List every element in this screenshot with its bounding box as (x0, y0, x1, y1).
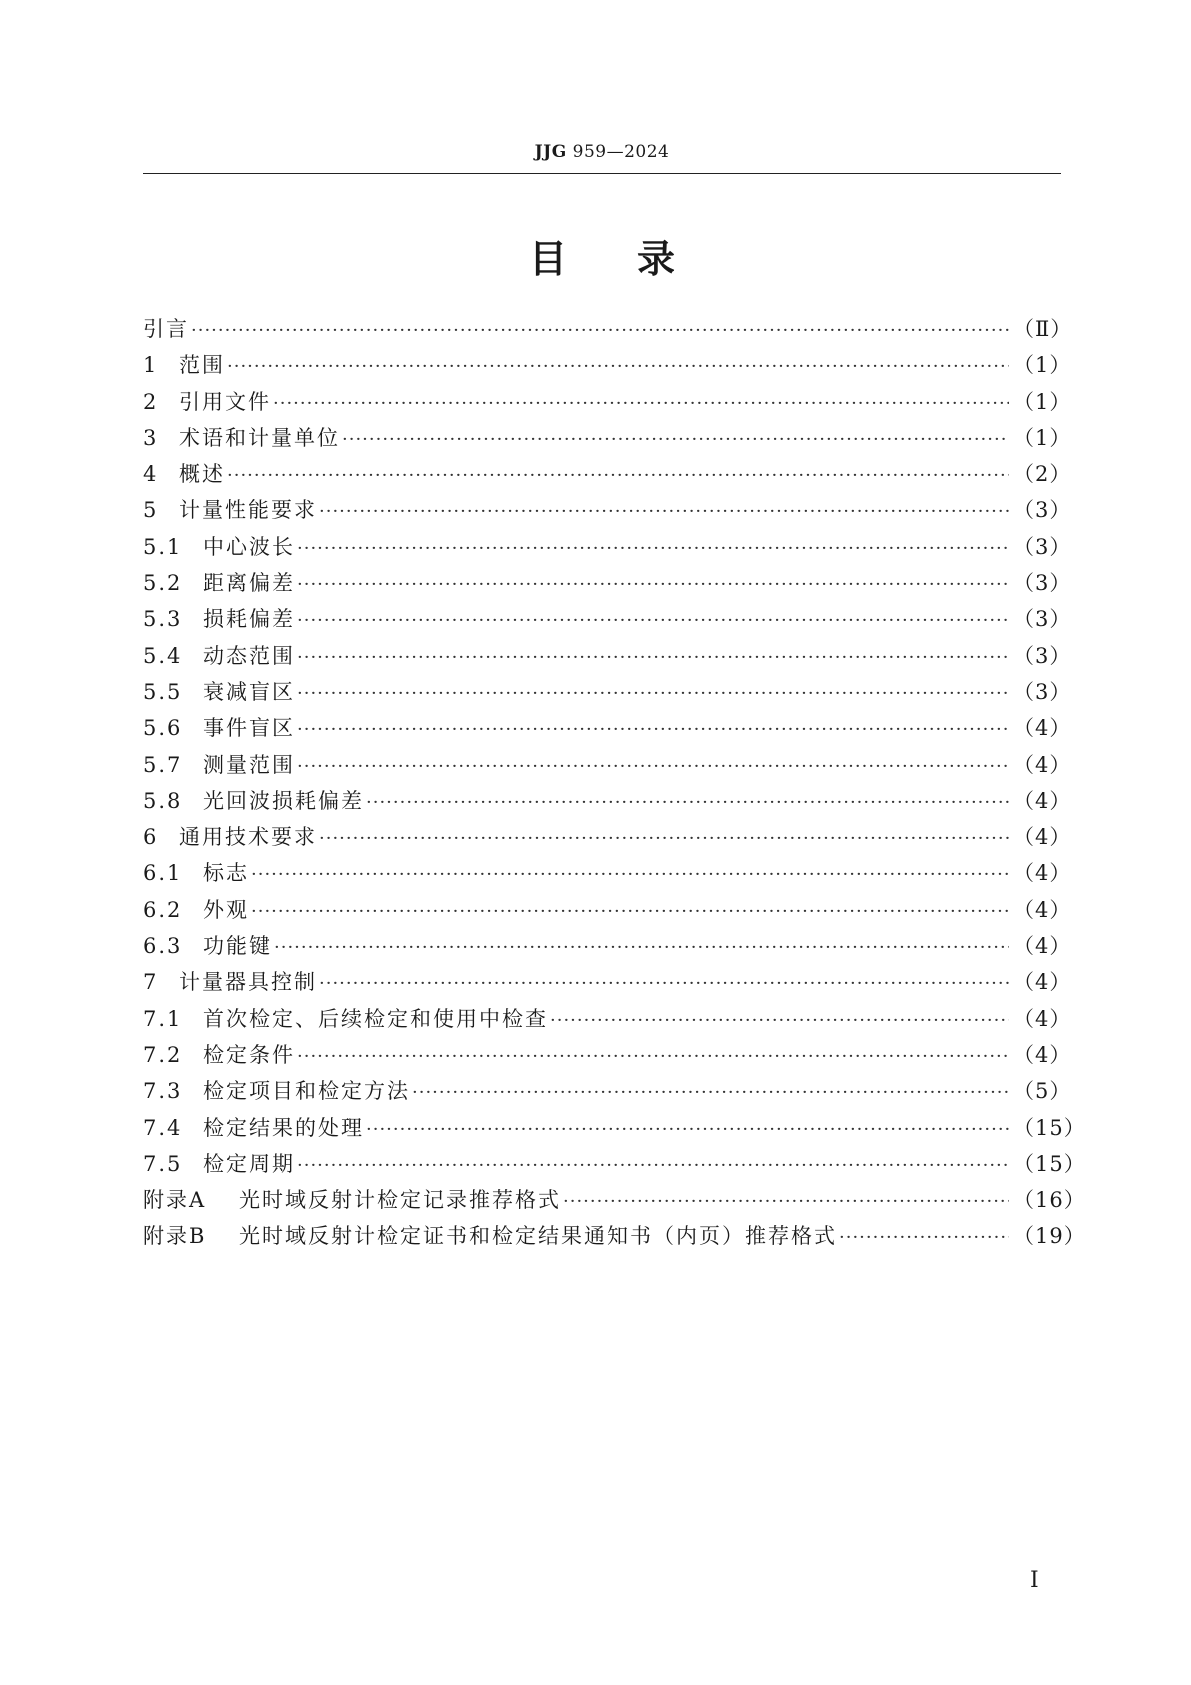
dot-leader (297, 647, 1009, 668)
toc-entry-label: 光回波损耗偏差 (203, 788, 364, 813)
toc-entry-page: （3） (1013, 679, 1072, 704)
toc-entry-label: 范围 (179, 353, 225, 378)
toc-entry-label: 动态范围 (203, 643, 295, 668)
dot-leader (274, 937, 1009, 958)
toc-entry-number: 2 (143, 389, 159, 414)
dot-leader (297, 538, 1009, 559)
dot-leader (227, 356, 1009, 377)
dot-leader (297, 574, 1009, 595)
toc-entry-7[interactable] (143, 966, 1072, 1002)
toc-entry-page: （2） (1013, 462, 1072, 487)
toc-entry-5-3[interactable] (143, 603, 1072, 639)
toc-entry-page: （19） (1013, 1224, 1086, 1249)
toc-entry-page: （3） (1013, 498, 1072, 523)
toc-entry-label: 术语和计量单位 (179, 425, 340, 450)
toc-entry-5-8[interactable] (143, 785, 1072, 821)
toc-entry-page: （4） (1013, 752, 1072, 777)
toc-entry-1[interactable] (143, 349, 1072, 385)
toc-entry-page: （3） (1013, 607, 1072, 632)
toc-entry-number: 附录B (143, 1224, 207, 1249)
toc-entry-5-4[interactable] (143, 640, 1072, 676)
toc-entry-number: 5.3 (143, 607, 183, 632)
toc-entry-number: 5.4 (143, 643, 183, 668)
toc-entry-number: 6.3 (143, 934, 183, 959)
dot-leader (297, 1046, 1009, 1067)
toc-entry-label: 中心波长 (203, 534, 295, 559)
toc-entry-label: 引言 (143, 317, 189, 341)
toc-entry-7-5[interactable] (143, 1148, 1086, 1184)
toc-entry-7-4[interactable] (143, 1112, 1086, 1148)
dot-leader (366, 1119, 1009, 1140)
toc-entry-label: 概述 (179, 462, 225, 487)
toc-entry-number: 5.8 (143, 788, 183, 813)
toc-entry-label: 检定项目和检定方法 (203, 1079, 410, 1104)
toc-entry-page: （4） (1013, 970, 1072, 995)
toc-entry-label: 计量性能要求 (179, 498, 317, 523)
standard-code-prefix: JJG (534, 142, 567, 162)
dot-leader (251, 901, 1009, 922)
toc-entry-number: 7.3 (143, 1079, 183, 1104)
toc-entry-page: （3） (1013, 571, 1072, 596)
toc-entry-label: 测量范围 (203, 752, 295, 777)
toc-entry-number: 3 (143, 425, 159, 450)
dot-leader (550, 1010, 1009, 1031)
toc-entry-number: 4 (143, 462, 159, 487)
dot-leader (366, 792, 1009, 813)
toc-entry-label: 距离偏差 (203, 571, 295, 596)
toc-entry-5-6[interactable] (143, 712, 1072, 748)
dot-leader (839, 1227, 1009, 1248)
toc-entry-page: （3） (1013, 643, 1072, 668)
dot-leader (319, 501, 1009, 522)
toc-entry-number: 5.2 (143, 571, 183, 596)
table-of-contents (143, 313, 1086, 1257)
toc-entry-number: 7.4 (143, 1115, 183, 1140)
toc-entry-label: 损耗偏差 (203, 607, 295, 632)
toc-entry-page: （15） (1013, 1115, 1086, 1140)
dot-leader (412, 1082, 1009, 1103)
toc-entry-6-1[interactable] (143, 857, 1072, 893)
toc-entry-page: （16） (1013, 1188, 1086, 1213)
toc-entry-page: （15） (1013, 1151, 1086, 1176)
toc-entry-page: （1） (1013, 389, 1072, 414)
header-rule (143, 173, 1061, 174)
toc-entry-label: 光时域反射计检定证书和检定结果通知书（内页）推荐格式 (239, 1224, 837, 1249)
toc-entry-label: 衰减盲区 (203, 679, 295, 704)
toc-entry-number: 7 (143, 970, 159, 995)
toc-entry-page: （4） (1013, 861, 1072, 886)
dot-leader (342, 429, 1009, 450)
toc-entry-number: 5.5 (143, 679, 183, 704)
running-header (143, 142, 1061, 162)
toc-entry-page: （4） (1013, 897, 1072, 922)
toc-entry-7-1[interactable] (143, 1003, 1072, 1039)
toc-entry-label: 检定结果的处理 (203, 1115, 364, 1140)
toc-entry-6-3[interactable] (143, 930, 1072, 966)
dot-leader (563, 1191, 1009, 1212)
toc-entry-number: 6.1 (143, 861, 183, 886)
page-number: I (1030, 1568, 1039, 1593)
toc-entry-page: （4） (1013, 934, 1072, 959)
toc-entry-page: （3） (1013, 534, 1072, 559)
dot-leader (273, 393, 1009, 414)
toc-entry-page: （4） (1013, 788, 1072, 813)
dot-leader (297, 719, 1009, 740)
dot-leader (297, 756, 1009, 777)
toc-entry-page: （4） (1013, 825, 1072, 850)
toc-entry-label: 计量器具控制 (179, 970, 317, 995)
toc-entry-page: （4） (1013, 716, 1072, 741)
dot-leader (319, 828, 1009, 849)
toc-entry-number: 6 (143, 825, 159, 850)
toc-entry-foreword[interactable] (143, 313, 1073, 349)
toc-entry-number: 5 (143, 498, 159, 523)
toc-entry-number: 7.5 (143, 1151, 183, 1176)
toc-title: 目录 (528, 237, 745, 281)
dot-leader (191, 320, 1009, 341)
toc-entry-label: 首次检定、后续检定和使用中检查 (203, 1006, 548, 1031)
toc-entry-6-2[interactable] (143, 894, 1072, 930)
toc-entry-7-3[interactable] (143, 1075, 1072, 1111)
toc-entry-page: （1） (1013, 425, 1072, 450)
toc-entry-number: 5.1 (143, 534, 183, 559)
toc-entry-label: 事件盲区 (203, 716, 295, 741)
toc-entry-number: 附录A (143, 1188, 207, 1213)
toc-entry-label: 检定周期 (203, 1151, 295, 1176)
toc-entry-number: 6.2 (143, 897, 183, 922)
toc-entry-2[interactable] (143, 386, 1072, 422)
toc-entry-number: 5.6 (143, 716, 183, 741)
toc-entry-number: 7.2 (143, 1042, 183, 1067)
toc-entry-label: 通用技术要求 (179, 825, 317, 850)
toc-entry-label: 外观 (203, 897, 249, 922)
toc-entry-appendix-b[interactable] (143, 1220, 1086, 1256)
toc-entry-number: 1 (143, 353, 159, 378)
toc-entry-label: 标志 (203, 861, 249, 886)
toc-entry-5-2[interactable] (143, 567, 1072, 603)
toc-entry-label: 功能键 (203, 934, 272, 959)
toc-entry-6[interactable] (143, 821, 1072, 857)
toc-entry-number: 5.7 (143, 752, 183, 777)
toc-entry-7-2[interactable] (143, 1039, 1072, 1075)
dot-leader (319, 973, 1009, 994)
toc-entry-page: （4） (1013, 1006, 1072, 1031)
toc-entry-page: （Ⅱ） (1013, 317, 1073, 341)
dot-leader (297, 1155, 1009, 1176)
toc-entry-appendix-a[interactable] (143, 1184, 1086, 1220)
toc-entry-label: 光时域反射计检定记录推荐格式 (239, 1188, 561, 1213)
toc-entry-3[interactable] (143, 422, 1072, 458)
dot-leader (297, 683, 1009, 704)
toc-entry-number: 7.1 (143, 1006, 183, 1031)
toc-entry-5[interactable] (143, 494, 1072, 530)
dot-leader (251, 864, 1009, 885)
toc-entry-4[interactable] (143, 458, 1072, 494)
toc-entry-page: （5） (1013, 1079, 1072, 1104)
toc-entry-label: 引用文件 (179, 389, 271, 414)
toc-entry-label: 检定条件 (203, 1042, 295, 1067)
toc-entry-page: （1） (1013, 353, 1072, 378)
dot-leader (227, 465, 1009, 486)
toc-entry-page: （4） (1013, 1042, 1072, 1067)
toc-entry-5-7[interactable] (143, 749, 1072, 785)
toc-entry-5-5[interactable] (143, 676, 1072, 712)
toc-entry-5-1[interactable] (143, 531, 1072, 567)
standard-code-number: 959—2024 (572, 142, 670, 162)
dot-leader (297, 610, 1009, 631)
